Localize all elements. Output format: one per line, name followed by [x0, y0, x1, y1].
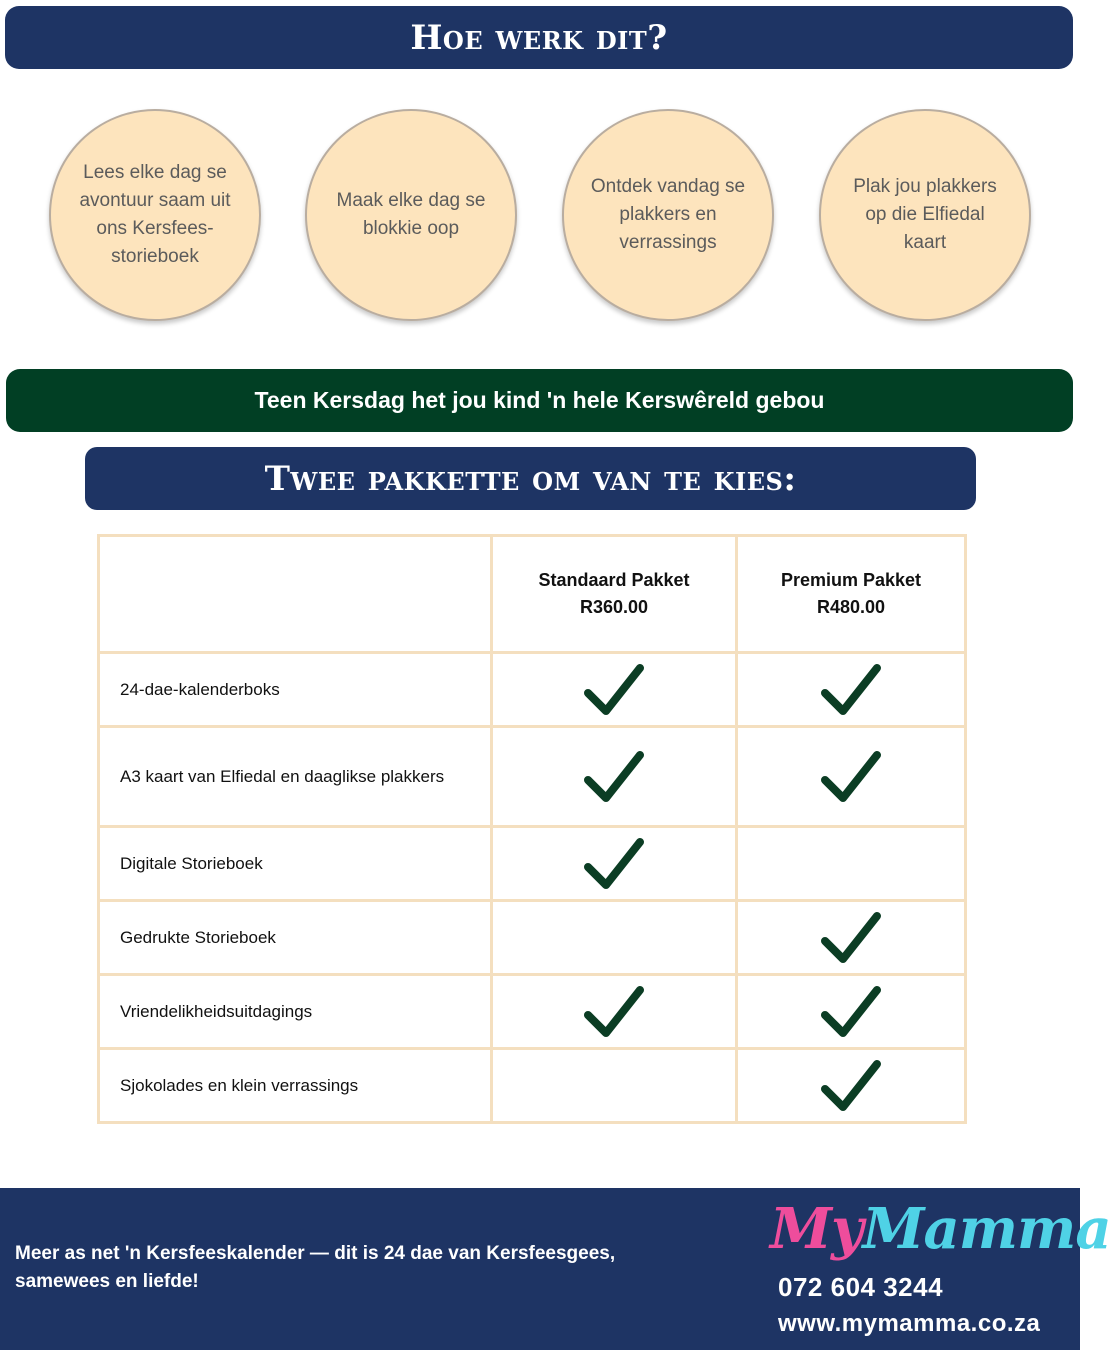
standard-cell [492, 901, 737, 975]
checkmark-icon [493, 663, 735, 717]
feature-label: Digitale Storieboek [99, 827, 492, 901]
table-header-row [99, 536, 966, 653]
step-text: Ontdek vandag se plakkers en verrassings [590, 176, 746, 253]
premium-cell [737, 975, 966, 1049]
section-banner-packages [85, 447, 976, 510]
standard-cell [492, 1049, 737, 1123]
brand-logo [770, 1196, 1111, 1262]
step-text: Lees elke dag se avontuur saam uit ons Kersfees-storieboek [79, 162, 231, 267]
table-row [99, 727, 966, 827]
feature-label: Gedrukte Storieboek [99, 901, 492, 975]
package-name: Standaard Pakket [538, 570, 690, 590]
section-banner-how-it-works [5, 6, 1073, 69]
package-price: R480.00 [816, 597, 886, 617]
feature-label: 24-dae-kalenderboks [99, 653, 492, 727]
step-circle-1 [49, 109, 261, 321]
standard-cell [492, 975, 737, 1049]
pricing-table [97, 534, 967, 1124]
standard-cell [492, 727, 737, 827]
table-row [99, 901, 966, 975]
section-title: Hoe werk dit? [410, 17, 668, 58]
premium-cell [737, 1049, 966, 1123]
package-price: R360.00 [579, 597, 649, 617]
step-circle-2 [305, 109, 517, 321]
premium-cell [737, 901, 966, 975]
table-row [99, 1049, 966, 1123]
table-row [99, 827, 966, 901]
checkmark-icon [738, 663, 964, 717]
website-link[interactable]: www.mymamma.co.za [778, 1310, 1041, 1337]
checkmark-icon [493, 750, 735, 804]
premium-cell [737, 653, 966, 727]
header-premium-package [737, 536, 966, 653]
premium-cell [737, 727, 966, 827]
phone-number: 072 604 3244 [778, 1272, 944, 1302]
feature-label: Sjokolades en klein verrassings [99, 1049, 492, 1123]
checkmark-icon [738, 985, 964, 1039]
brand-logo-part2: Mamma [862, 1196, 1111, 1262]
table-row [99, 975, 966, 1049]
step-text: Plak jou plakkers op die Elfiedal kaart [853, 176, 997, 253]
footer [0, 1188, 1111, 1350]
standard-cell [492, 827, 737, 901]
table-row [99, 653, 966, 727]
checkmark-icon [738, 1059, 964, 1113]
highlight-banner [6, 369, 1073, 432]
feature-label: Vriendelikheidsuitdagings [99, 975, 492, 1049]
section-title: Twee pakkette om van te kies: [264, 458, 797, 499]
step-circle-3 [562, 109, 774, 321]
footer-tagline: Meer as net 'n Kersfeeskalender — dit is 24 dae van Kersfeesgees, samewees en liefde! [15, 1243, 616, 1292]
package-name: Premium Pakket [780, 570, 922, 590]
step-circle-4 [819, 109, 1031, 321]
standard-cell [492, 653, 737, 727]
feature-label: A3 kaart van Elfiedal en daaglikse plakkers [99, 727, 492, 827]
brand-logo-part1: My [770, 1196, 863, 1262]
empty-header-cell [99, 536, 492, 653]
step-text: Maak elke dag se blokkie oop [336, 190, 486, 239]
header-standard-package [492, 536, 737, 653]
checkmark-icon [738, 911, 964, 965]
highlight-text: Teen Kersdag het jou kind 'n hele Kerswêreld gebou [254, 387, 825, 413]
checkmark-icon [493, 837, 735, 891]
checkmark-icon [493, 985, 735, 1039]
checkmark-icon [738, 750, 964, 804]
premium-cell [737, 827, 966, 901]
